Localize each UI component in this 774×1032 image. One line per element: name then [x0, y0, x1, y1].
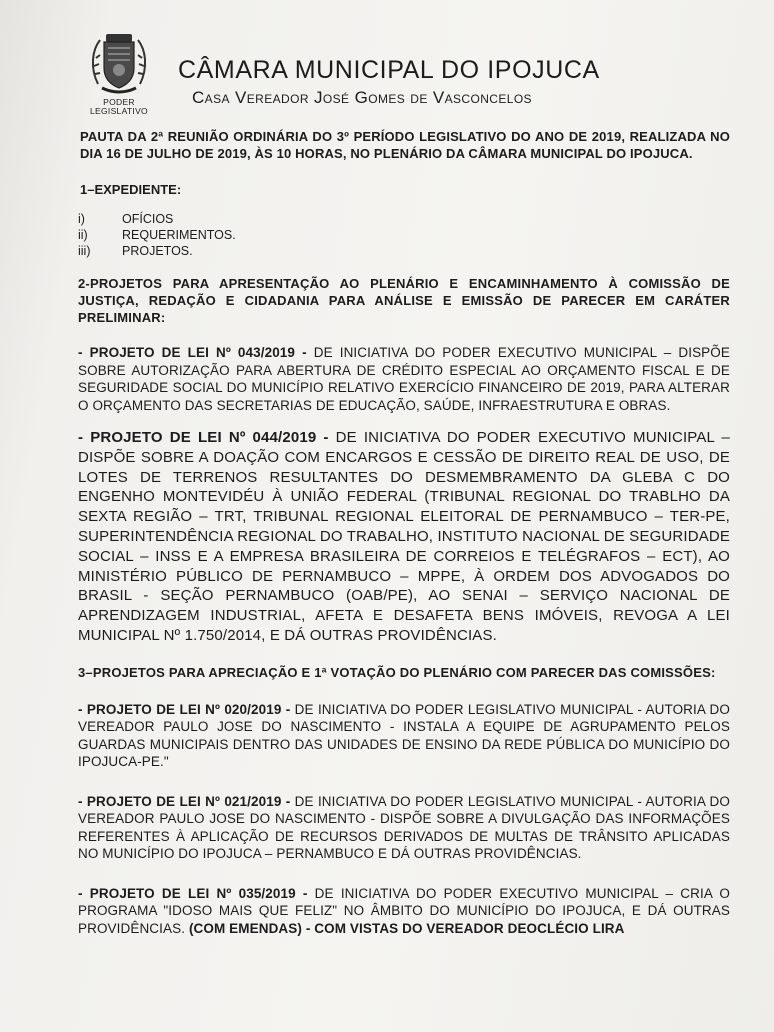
project-heading: - PROJETO DE LEI Nº 044/2019 -: [78, 429, 329, 446]
list-item: [78, 227, 730, 243]
project-text: DE INICIATIVA DO PODER LEGISLATIVO MUNICIPAL - AUTORIA DO VEREADOR PAULO JOSE DO NASCIMENTO - INSTALA A EQUIPE DE AGRUPAMENTO PELOS GUARDAS MUNICIPAIS DENTRO DAS UNIDADES DE ENSINO DA REDE PÚBLICA DO MUNICÍPIO DO IPOJUCA-PE.": [78, 701, 731, 770]
section-3-title: 3–PROJETOS PARA APRECIAÇÃO E 1ª VOTAÇÃO DO PLENÁRIO COM PARECER DAS COMISSÕES:: [78, 664, 716, 680]
coat-of-arms-logo: [84, 28, 154, 114]
house-name: Casa Vereador José Gomes de Vasconcelos: [192, 88, 532, 107]
list-item-number: ii): [78, 228, 88, 242]
list-item-number: iii): [78, 244, 91, 258]
expediente-list: [78, 211, 730, 259]
project-heading: - PROJETO DE LEI Nº 020/2019 -: [78, 701, 291, 717]
letterhead: [84, 28, 704, 118]
project-note: (COM EMENDAS) - COM VISTAS DO VEREADOR DEOCLÉCIO LIRA: [188, 920, 625, 936]
project-heading: - PROJETO DE LEI Nº 043/2019 -: [78, 345, 307, 360]
logo-caption-line1: PODER: [103, 97, 135, 107]
logo-caption: [84, 98, 154, 116]
list-item-label: OFÍCIOS: [122, 212, 174, 226]
chamber-title: CÂMARA MUNICIPAL DO IPOJUCA: [178, 56, 600, 84]
project-item: [78, 793, 730, 863]
project-heading: - PROJETO DE LEI Nº 021/2019 -: [78, 793, 291, 809]
project-heading: - PROJETO DE LEI Nº 035/2019 -: [78, 885, 308, 901]
logo-caption-line2: LEGISLATIVO: [90, 106, 148, 116]
section-1-title: 1–EXPEDIENTE:: [80, 182, 182, 197]
project-item: [78, 885, 730, 938]
list-item: [78, 211, 730, 227]
list-item-label: PROJETOS.: [122, 244, 193, 258]
project-item: [78, 344, 730, 414]
list-item-number: i): [78, 212, 85, 226]
project-item: [78, 428, 730, 646]
project-text: DE INICIATIVA DO PODER EXECUTIVO MUNICIPAL – DISPÕE SOBRE A DOAÇÃO COM ENCARGOS E CESSÃO DE DIREITO REAL DE USO, DE LOTES DE TERRENOS RESULTANTES DO DESMEMBRAMENTO DA GLEBA C DO ENGENHO MONTEVIDÉU À UNIÃO FEDERAL (TRIBUNAL REGIONAL DO TRABLHO DA SEXTA REGIÃO – TRT, TRIBUNAL REGIONAL ELEITORAL DE PERNAMBUCO – TER-PE, SUPERINTENDÊNCIA REGIONAL DO TRABALHO, INSTITUTO NACIONAL DE SEGURIDADE SOCIAL – INSS E A EMPRESA BRASILEIRA DE CORREIOS E TELÉGRAFOS – ECT), AO MINISTÉRIO PÚBLICO DE PERNAMBUCO – MPPE, À ORDEM DOS ADVOGADOS DO BRASIL - SEÇÃO PERNAMBUCO (OAB/PE), AO SENAI – SERVIÇO NACIONAL DE APRENDIZAGEM INDUSTRIAL, AFETA E DESAFETA BENS IMÓVEIS, REVOGA A LEI MUNICIPAL Nº 1.750/2014, E DÁ OUTRAS PROVIDÊNCIAS.: [78, 429, 730, 644]
project-text: DE INICIATIVA DO PODER EXECUTIVO MUNICIPAL – DISPÕE SOBRE AUTORIZAÇÃO PARA ABERTURA DE CRÉDITO ESPECIAL AO ORÇAMENTO FISCAL E DE SEGURIDADE SOCIAL DO MUNICÍPIO RELATIVO EXERCÍCIO FINANCEIRO DE 2019, PARA ALTERAR O ORÇAMENTO DAS SECRETARIAS DE EDUCAÇÃO, SAÚDE, INFRAESTRUTURA E OBRAS.: [78, 345, 730, 413]
list-item: [78, 243, 730, 259]
document-body: [78, 128, 730, 937]
section-2-title: 2-PROJETOS PARA APRESENTAÇÃO AO PLENÁRIO E ENCAMINHAMENTO À COMISSÃO DE JUSTIÇA, REDAÇÃO E CIDADANIA PARA ANÁLISE E EMISSÃO DE PARECER EM CARÁTER PRELIMINAR:: [78, 276, 730, 325]
list-item-label: REQUERIMENTOS.: [122, 228, 236, 242]
project-item: [78, 701, 730, 771]
project-text: DE INICIATIVA DO PODER LEGISLATIVO MUNICIPAL - AUTORIA DO VEREADOR PAULO JOSE DO NASCIMENTO - DISPÕE SOBRE A DIVULGAÇÃO DAS INFORMAÇÕES REFERENTES À APLICAÇÃO DE RECURSOS DERIVADOS DE MULTAS DE TRÂNSITO APLICADAS NO MUNICÍPIO DO IPOJUCA – PERNAMBUCO E DÁ OUTRAS PROVIDÊNCIAS.: [78, 793, 731, 862]
project-text: DE INICIATIVA DO PODER EXECUTIVO MUNICIPAL – CRIA O PROGRAMA "IDOSO MAIS QUE FELIZ" NO ÂMBITO DO MUNICÍPIO DO IPOJUCA, E DÁ OUTRAS PROVIDÊNCIAS.: [78, 885, 730, 936]
agenda-intro: PAUTA DA 2ª REUNIÃO ORDINÁRIA DO 3º PERÍODO LEGISLATIVO DO ANO DE 2019, REALIZADA NO DIA 16 DE JULHO DE 2019, ÀS 10 HORAS, NO PLENÁRIO DA CÂMARA MUNICIPAL DO IPOJUCA.: [80, 129, 730, 161]
coat-of-arms-icon: [84, 28, 154, 98]
